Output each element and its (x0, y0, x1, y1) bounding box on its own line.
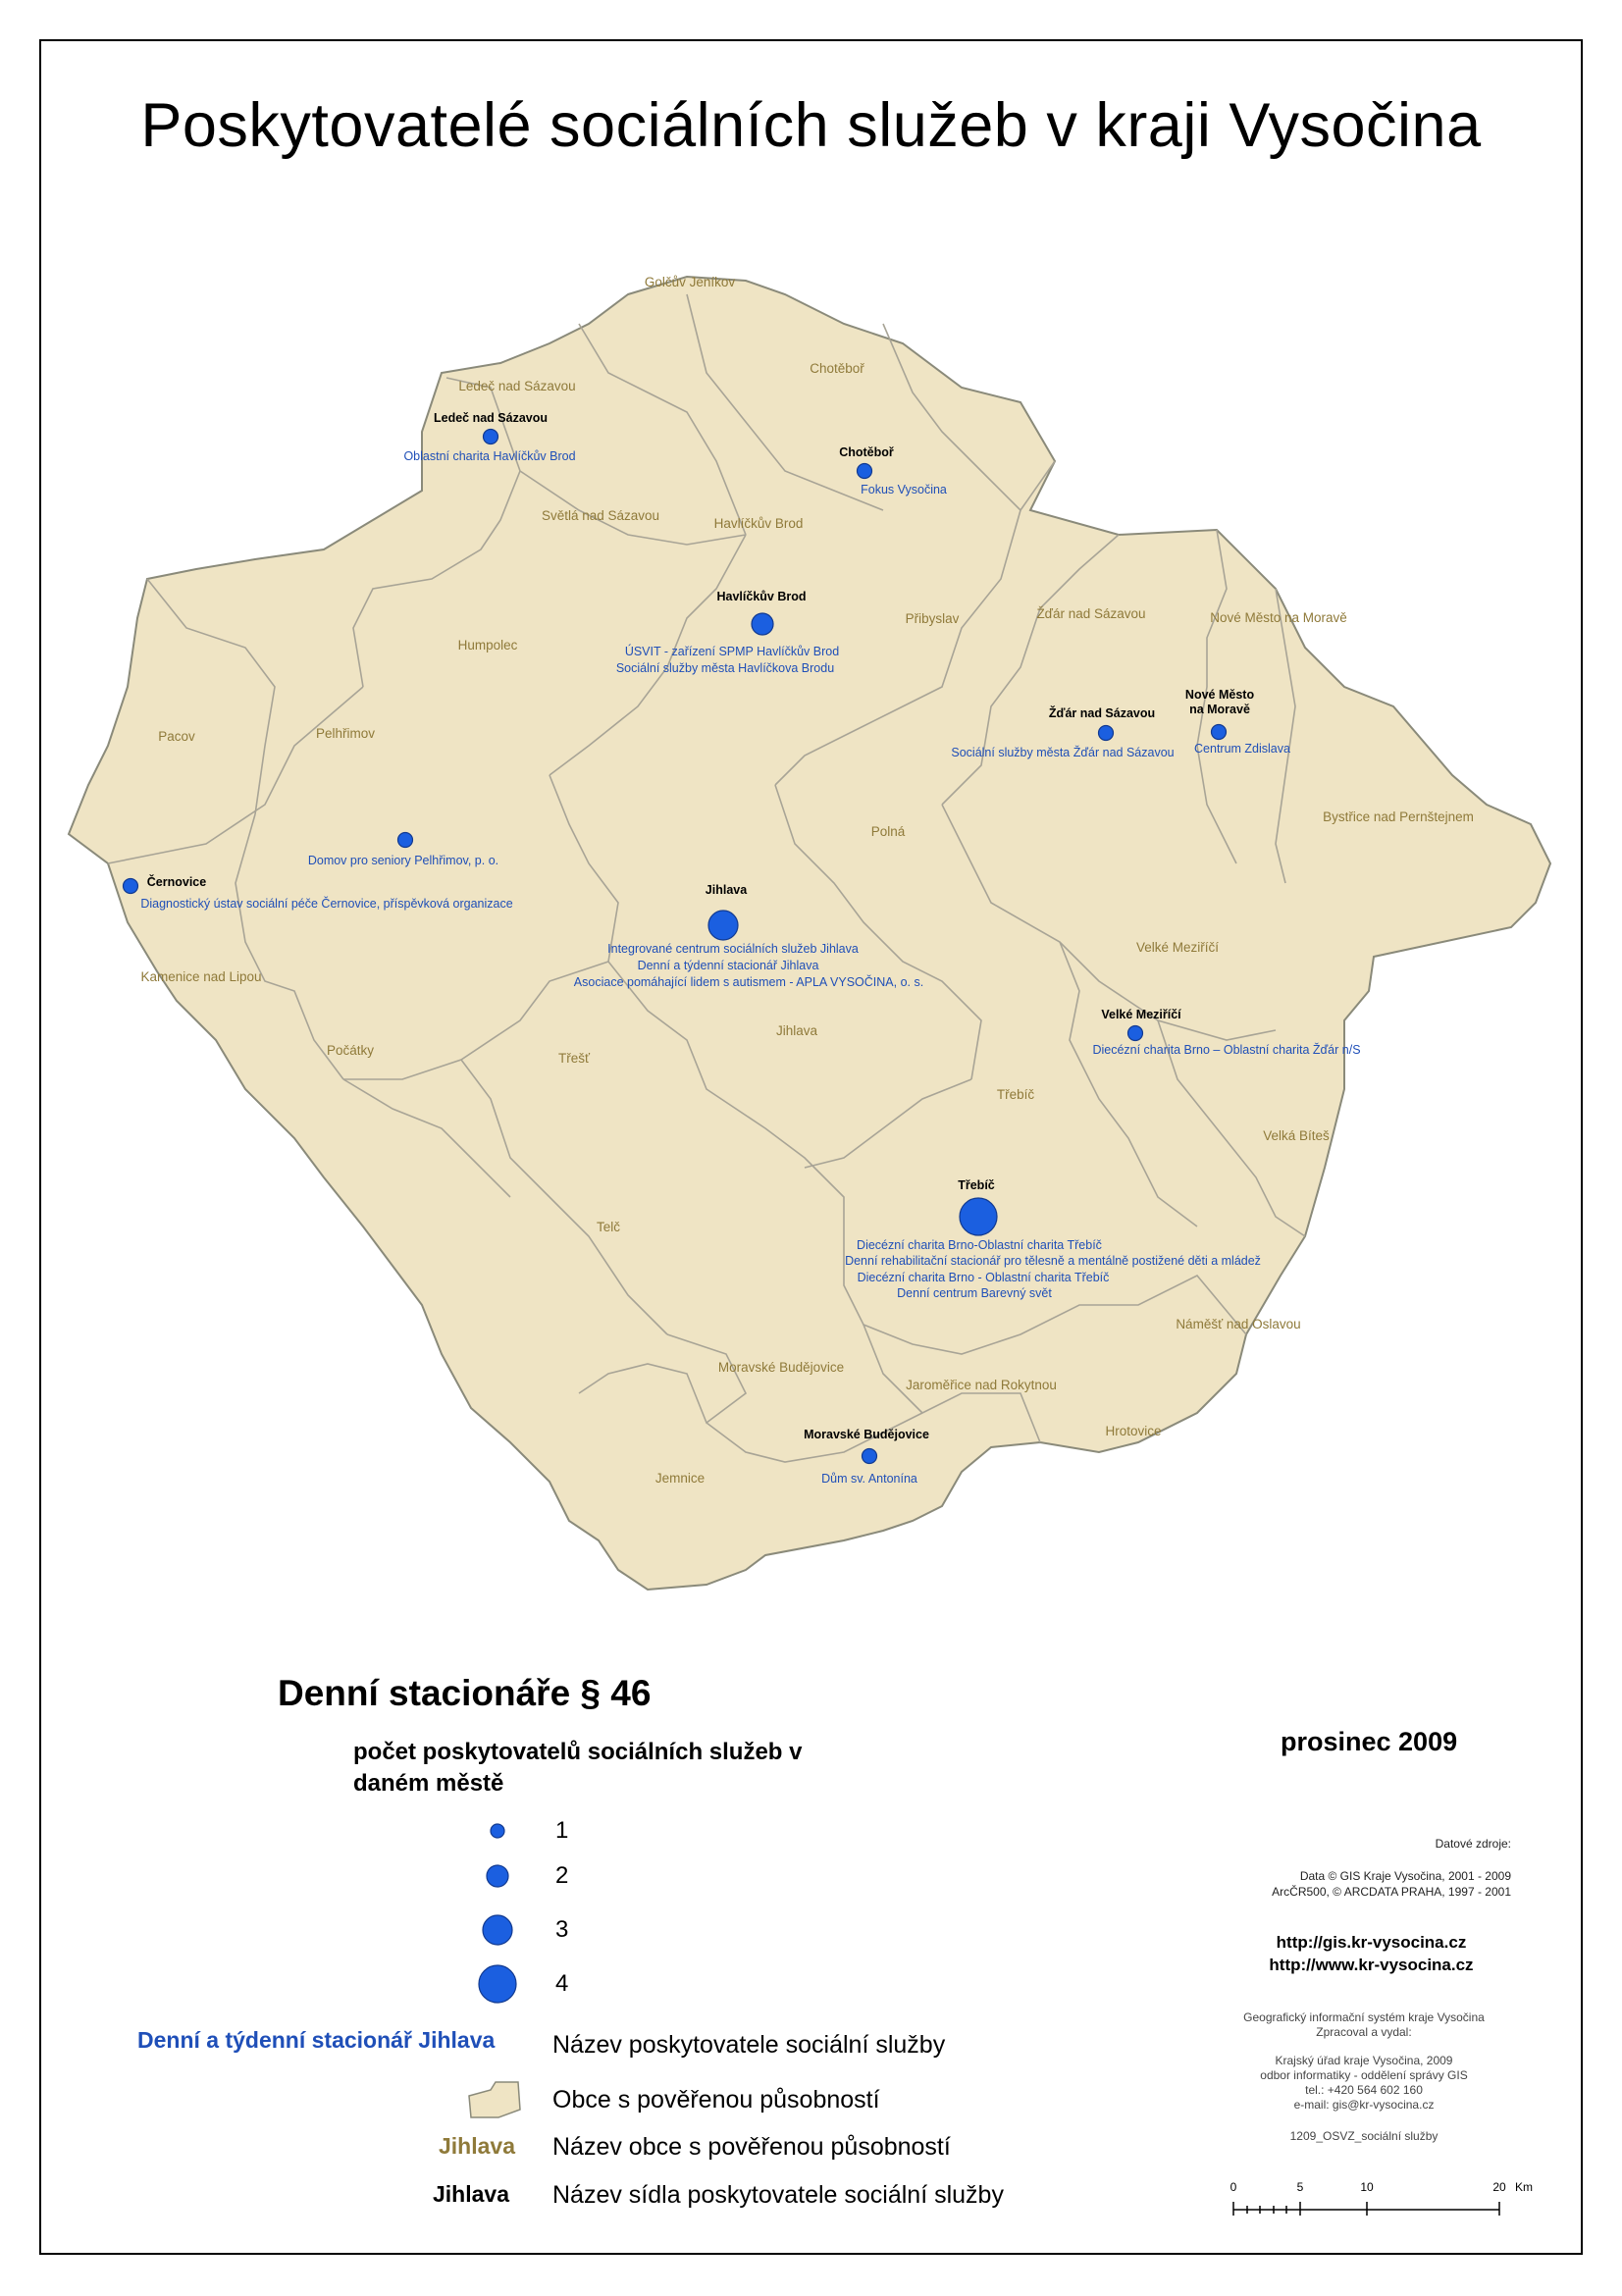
district-label: Velké Meziříčí (1135, 940, 1220, 955)
credit-line: odbor informatiky - oddělení správy GIS (1260, 2068, 1468, 2082)
provider-label: Diagnostický ústav sociální péče Černovice, příspěvková organizace (140, 897, 513, 911)
legend-count-4: 4 (555, 1970, 569, 1997)
seat-label: Jihlava (705, 883, 748, 897)
district-label: Jihlava (775, 1023, 818, 1038)
provider-label: Denní centrum Barevný svět (897, 1286, 1052, 1300)
district-label: Počátky (326, 1043, 375, 1058)
provider-dot (960, 1198, 997, 1235)
scale-tick-label: 0 (1230, 2180, 1237, 2194)
seat-label: Havlíčkův Brod (716, 590, 807, 603)
legend-seat-example: Jihlava (433, 2181, 509, 2207)
district-label: Jemnice (654, 1471, 706, 1486)
url-gis[interactable]: http://gis.kr-vysocina.cz (1276, 1933, 1467, 1952)
legend-count-2: 2 (555, 1862, 569, 1889)
provider-dot (398, 833, 413, 848)
provider-label: Denní a týdenní stacionář Jihlava (637, 959, 819, 972)
provider-label: Sociální služby města Havlíčkova Brodu (615, 661, 835, 675)
credit-line: Krajský úřad kraje Vysočina, 2009 (1275, 2054, 1453, 2067)
seat-label: Moravské Budějovice (804, 1428, 929, 1441)
seat-label: Velké Meziříčí (1101, 1008, 1181, 1021)
legend-dot-2 (487, 1865, 508, 1887)
district-label: Náměšť nad Oslavou (1176, 1317, 1301, 1331)
legend-area-symbol (469, 2082, 520, 2117)
seat-label: Chotěboř (839, 445, 894, 459)
legend-count-1: 1 (555, 1817, 569, 1844)
provider-dot (124, 879, 138, 894)
district-label: Humpolec (457, 638, 518, 652)
credit-line: Zpracoval a vydal: (1316, 2025, 1412, 2039)
district-label: Telč (596, 1220, 621, 1234)
credit-line: Geografický informační systém kraje Vysočina (1243, 2010, 1485, 2024)
file-name: 1209_OSVZ_sociální služby (1289, 2129, 1439, 2143)
district-label: Polná (870, 824, 906, 839)
provider-label: Oblastní charita Havlíčkův Brod (403, 449, 576, 463)
district-label: Havlíčkův Brod (713, 516, 804, 531)
provider-label: Dům sv. Antonína (821, 1472, 917, 1486)
provider-label: Integrované centrum sociálních služeb Jihlava (607, 942, 859, 956)
legend-district-desc: Název obce s pověřenou působností (552, 2133, 951, 2161)
provider-label: Fokus Vysočina (861, 483, 947, 496)
provider-label: Centrum Zdislava (1194, 742, 1290, 756)
provider-dot (1212, 725, 1227, 740)
provider-dot (708, 911, 738, 940)
region-outline (69, 277, 1550, 1590)
provider-label: Asociace pomáhající lidem s autismem - APLA VYSOČINA, o. s. (573, 975, 924, 989)
seat-label: na Moravě (1189, 703, 1250, 716)
scale-tick-label: 5 (1296, 2180, 1304, 2194)
scale-labels (1230, 2180, 1533, 2194)
legend-district-example: Jihlava (439, 2133, 515, 2159)
legend-subtitle: počet poskytovatelů sociálních služeb v daném městě (353, 1739, 803, 1797)
district-label: Pelhřimov (315, 726, 376, 741)
sources-line: ArcČR500, © ARCDATA PRAHA, 1997 - 2001 (1272, 1885, 1511, 1899)
provider-label: Diecézní charita Brno-Oblastní charita Třebíč (857, 1238, 1102, 1252)
district-label: Nové Město na Moravě (1210, 610, 1347, 625)
legend-provider-desc: Název poskytovatele sociální služby (552, 2031, 946, 2059)
district-label: Třešť (557, 1051, 591, 1066)
scale-tick-label: 10 (1360, 2180, 1374, 2194)
legend-count-3: 3 (555, 1916, 569, 1943)
provider-label: Sociální služby města Žďár nad Sázavou (951, 746, 1175, 759)
credit-line: tel.: +420 564 602 160 (1305, 2083, 1423, 2097)
legend-title: Denní stacionáře § 46 (278, 1673, 652, 1713)
provider-dot (858, 464, 872, 479)
district-label: Jaroměřice nad Rokytnou (906, 1378, 1057, 1392)
district-label: Světlá nad Sázavou (541, 508, 660, 523)
district-label: Třebíč (996, 1087, 1035, 1102)
seat-label: Ledeč nad Sázavou (433, 411, 549, 425)
legend-dot-1 (491, 1824, 504, 1838)
provider-dot (1099, 726, 1114, 741)
map-date: prosinec 2009 (1281, 1727, 1458, 1756)
provider-dot (1128, 1026, 1143, 1041)
provider-label: Diecézní charita Brno – Oblastní charita Žďár n/S (1092, 1043, 1361, 1057)
provider-dot (752, 613, 773, 635)
map-title: Poskytovatelé sociálních služeb v kraji Vysočina (140, 91, 1482, 160)
seat-label: Černovice (146, 875, 207, 889)
provider-label: ÚSVIT - zařízení SPMP Havlíčkův Brod (624, 645, 840, 658)
provider-label: Denní rehabilitační stacionář pro tělesně a mentálně postižené děti a mládež (845, 1254, 1261, 1268)
legend-area-desc: Obce s pověřenou působností (552, 2086, 880, 2113)
provider-dot (863, 1449, 877, 1464)
legend-dot-3 (483, 1915, 512, 1945)
scale-unit-label: Km (1515, 2180, 1533, 2194)
provider-label: Domov pro seniory Pelhřimov, p. o. (307, 854, 499, 867)
seat-label: Nové Město (1184, 688, 1255, 702)
legend-provider-example: Denní a týdenní stacionář Jihlava (137, 2027, 496, 2053)
url-kraj[interactable]: http://www.kr-vysocina.cz (1269, 1956, 1474, 1974)
legend-symbols (479, 1824, 516, 2003)
scale-tick-label: 20 (1492, 2180, 1506, 2194)
provider-label: Diecézní charita Brno - Oblastní charita Třebíč (857, 1271, 1110, 1284)
seat-label: Žďár nad Sázavou (1048, 706, 1156, 720)
district-label: Bystřice nad Pernštejnem (1323, 809, 1474, 824)
district-label: Golčův Jeníkov (644, 275, 736, 289)
district-label: Žďár nad Sázavou (1036, 606, 1146, 621)
sources-line: Data © GIS Kraje Vysočina, 2001 - 2009 (1299, 1869, 1511, 1883)
district-label: Kamenice nad Lipou (140, 969, 262, 984)
district-label: Hrotovice (1105, 1424, 1162, 1438)
district-label: Přibyslav (905, 611, 960, 626)
scale-bar (1233, 2202, 1499, 2216)
district-label: Velká Bíteš (1263, 1128, 1330, 1143)
provider-dot (484, 430, 498, 444)
district-label: Moravské Budějovice (717, 1360, 845, 1375)
legend-seat-desc: Název sídla poskytovatele sociální služby (552, 2181, 1004, 2209)
district-label: Pacov (158, 729, 195, 744)
district-label: Chotěboř (810, 361, 864, 376)
sources-heading: Datové zdroje: (1435, 1837, 1511, 1851)
legend-dot-4 (479, 1965, 516, 2003)
credit-line: e-mail: gis@kr-vysocina.cz (1293, 2098, 1435, 2112)
district-label: Ledeč nad Sázavou (458, 379, 576, 393)
seat-label: Třebíč (958, 1178, 995, 1192)
